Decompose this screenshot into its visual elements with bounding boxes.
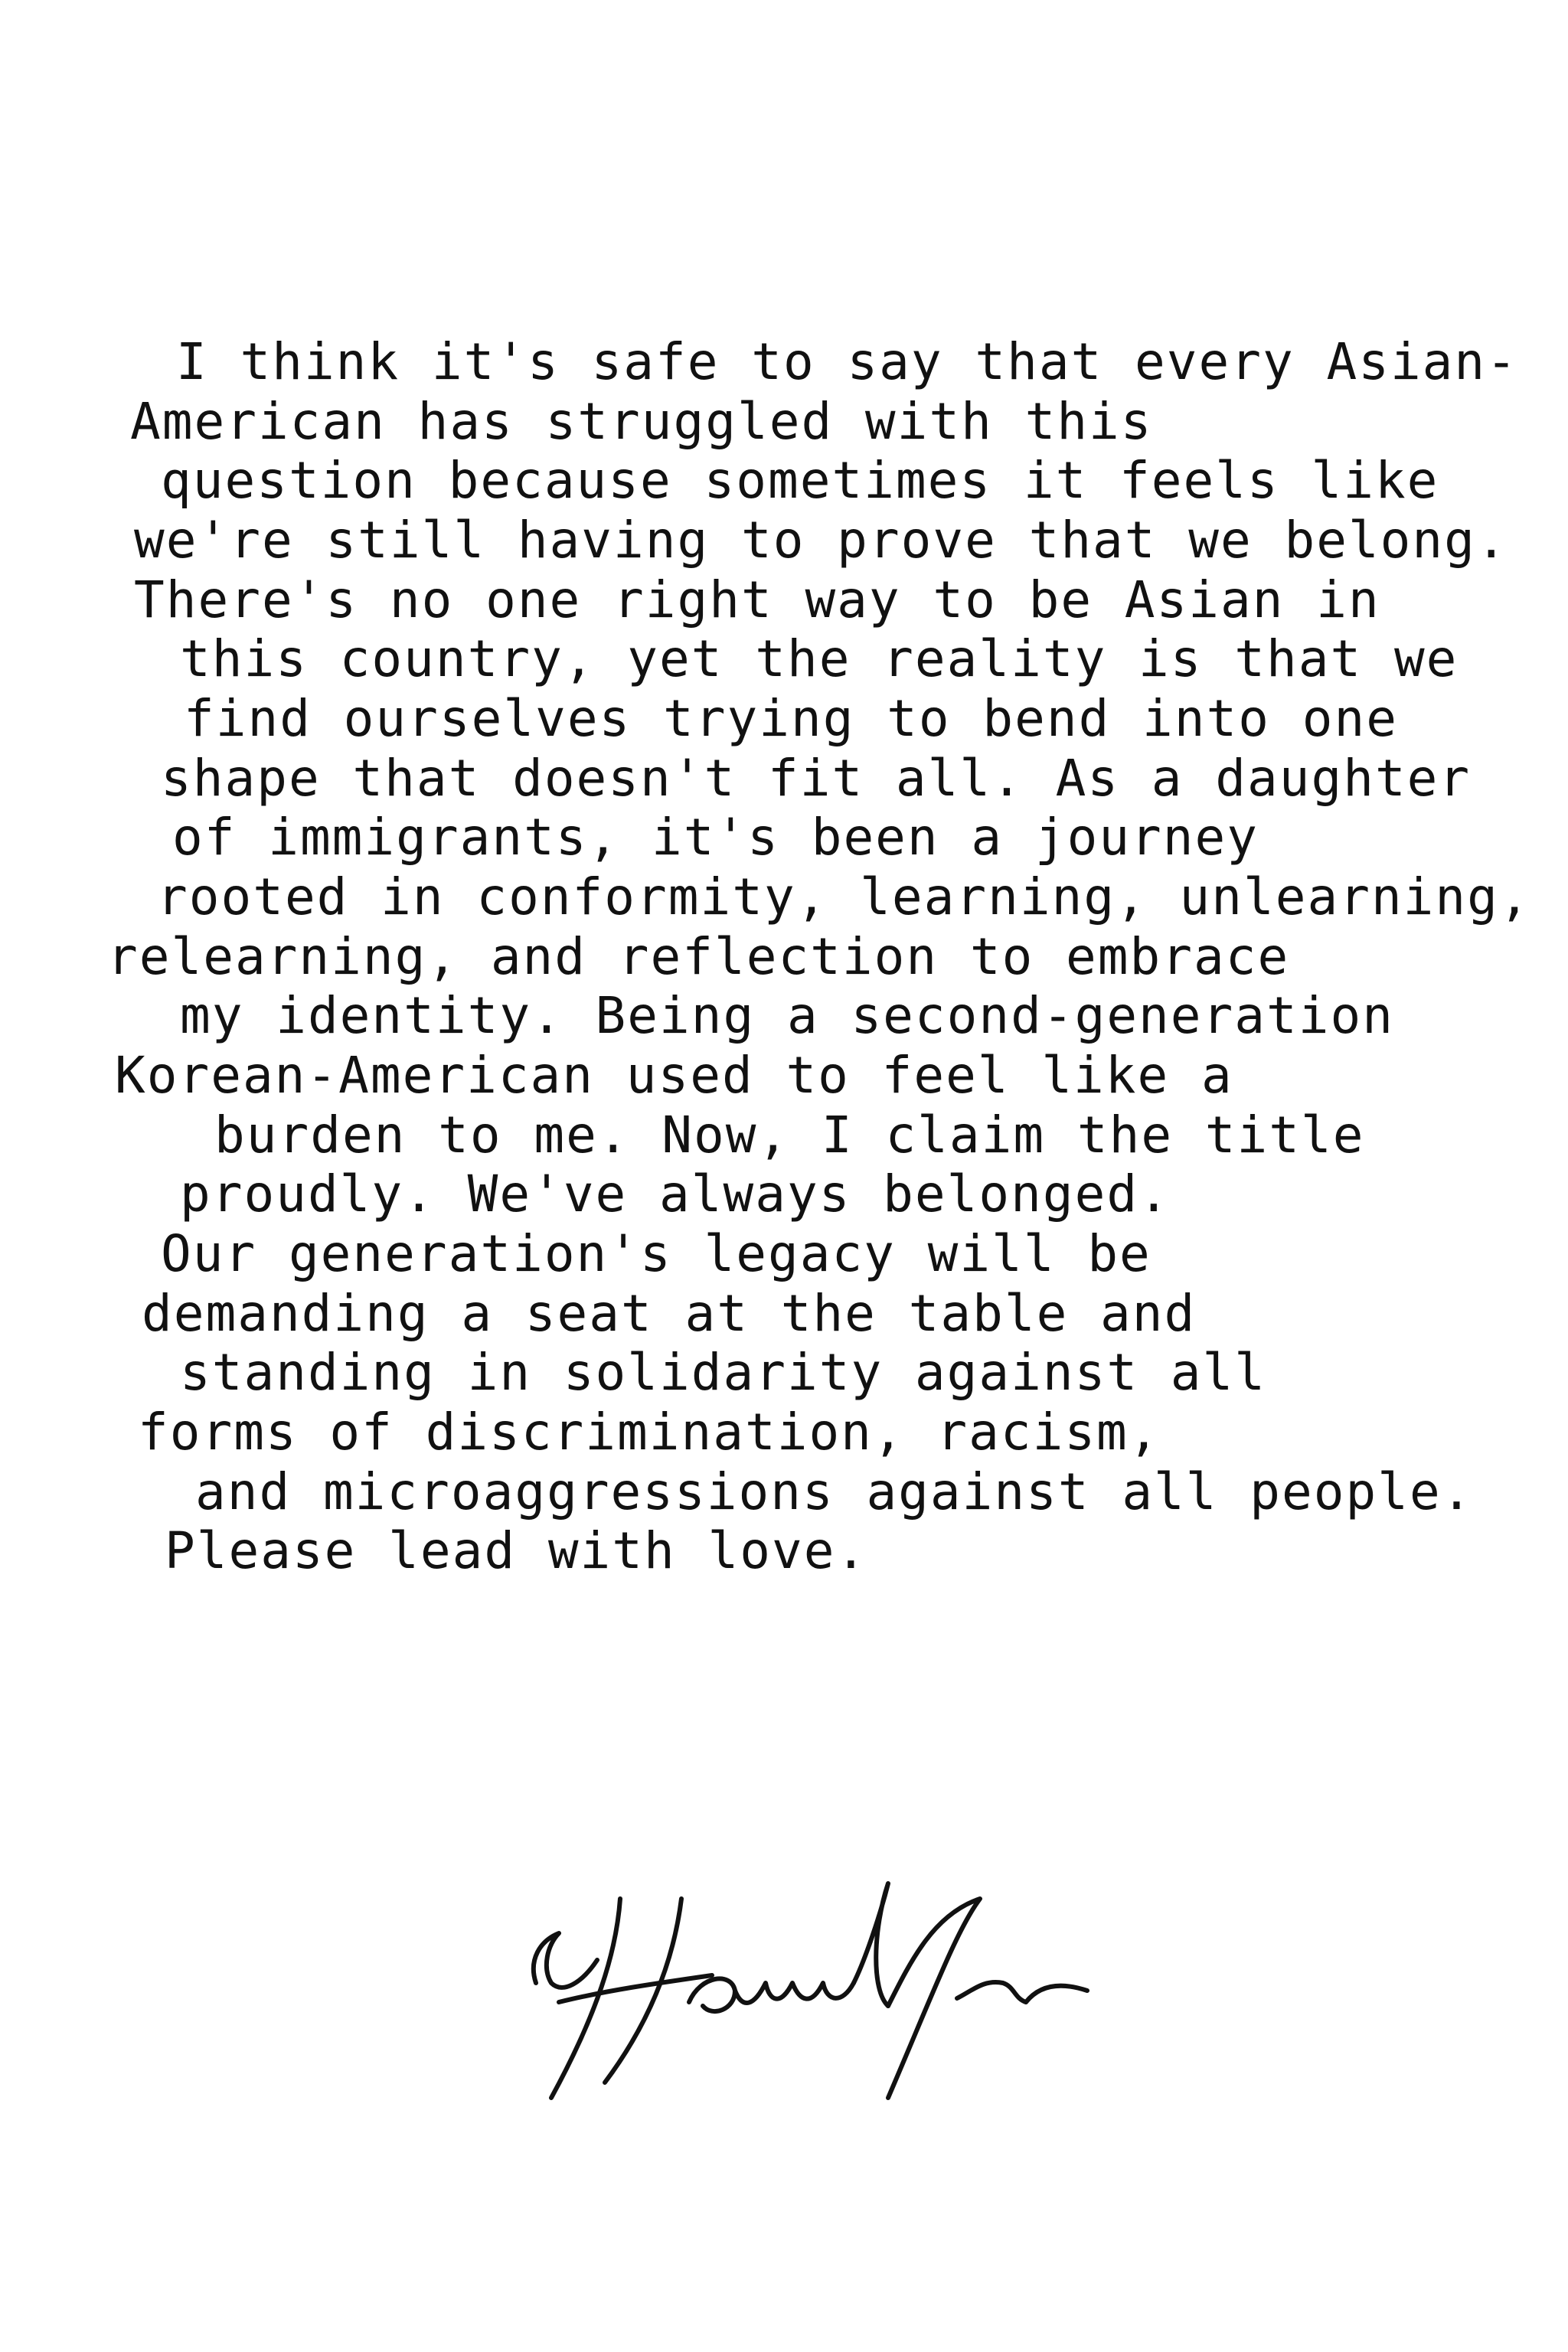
handwritten-signature xyxy=(505,1868,1148,2128)
letter-line-18: standing in solidarity against all xyxy=(180,1343,1267,1402)
letter-line-19: forms of discrimination, racism, xyxy=(138,1403,1161,1462)
letter-line-21: Please lead with love. xyxy=(165,1521,868,1580)
letter-line-17: demanding a seat at the table and xyxy=(142,1284,1197,1343)
letter-line-6: this country, yet the reality is that we xyxy=(180,629,1459,688)
letter-line-4: we're still having to prove that we belong. xyxy=(134,511,1508,570)
letter-line-16: Our generation's legacy will be xyxy=(161,1224,1152,1283)
letter-line-12: my identity. Being a second-generation xyxy=(180,986,1394,1045)
letter-line-20: and microaggressions against all people. xyxy=(195,1462,1474,1521)
letter-line-10: rooted in conformity, learning, unlearning, xyxy=(157,867,1531,926)
letter-line-2: American has struggled with this xyxy=(130,392,1153,451)
letter-line-5: There's no one right way to be Asian in xyxy=(134,570,1380,629)
letter-line-13: Korean-American used to feel like a xyxy=(115,1046,1233,1105)
letter-line-1: I think it's safe to say that every Asian- xyxy=(176,332,1518,391)
letter-line-8: shape that doesn't fit all. As a daughter xyxy=(161,749,1472,808)
letter-line-15: proudly. We've always belonged. xyxy=(180,1165,1171,1223)
letter-line-9: of immigrants, it's been a journey xyxy=(172,808,1259,867)
letter-line-3: question because sometimes it feels like xyxy=(161,451,1439,510)
letter-line-14: burden to me. Now, I claim the title xyxy=(214,1106,1365,1165)
letter-line-7: find ourselves trying to bend into one xyxy=(184,689,1398,748)
letter-line-11: relearning, and reflection to embrace xyxy=(107,927,1290,986)
